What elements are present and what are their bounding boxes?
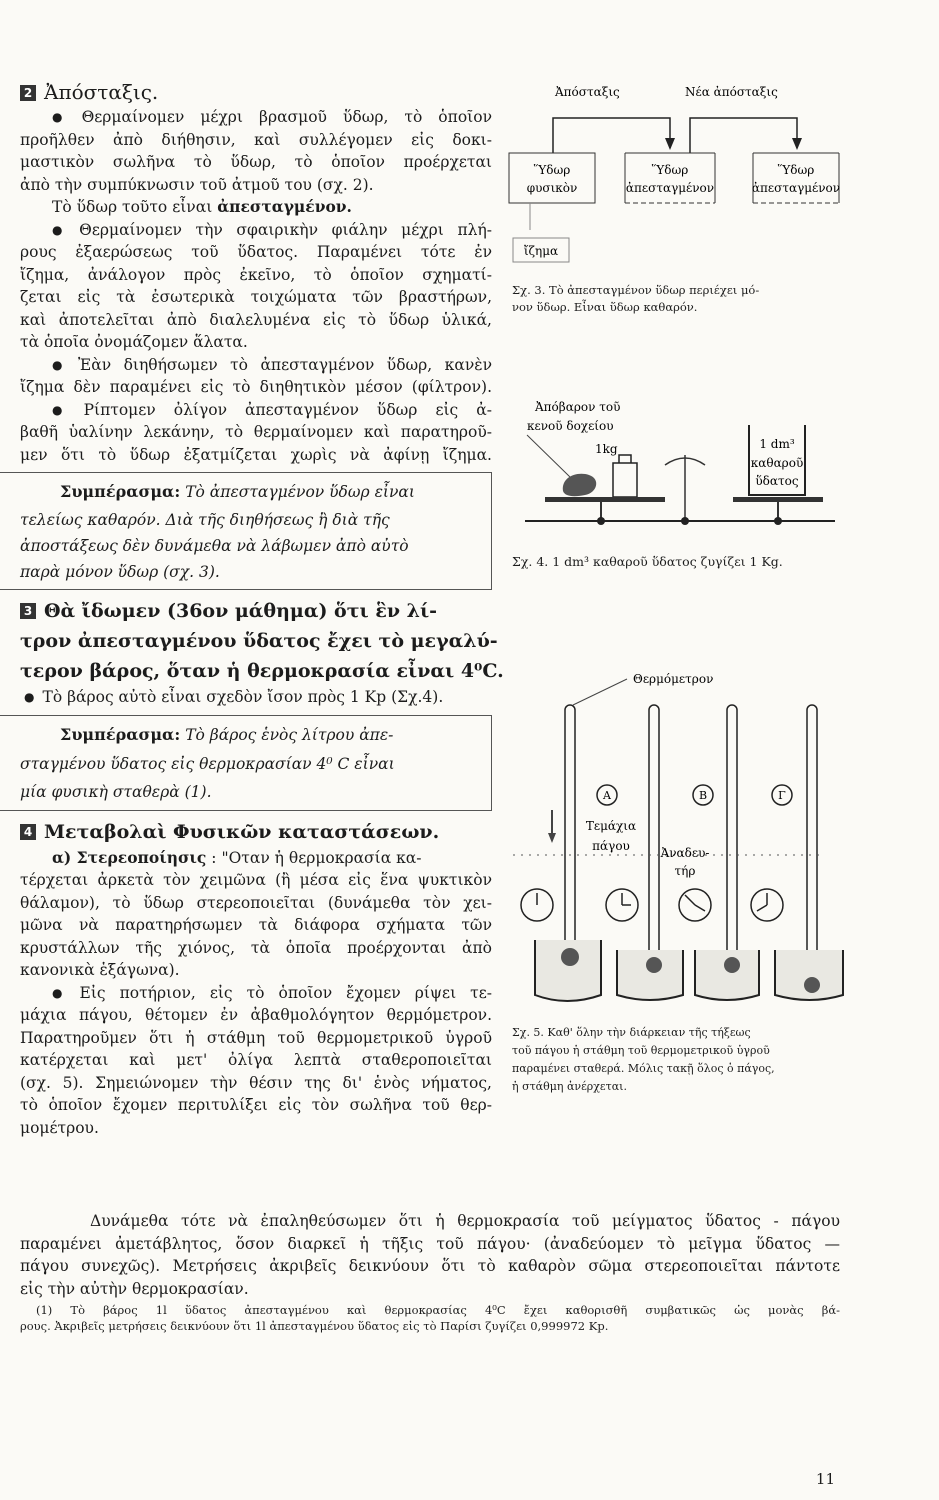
paragraph-line: ● Τὸ βάρος αὐτὸ εἶναι σχεδὸν ἴσον πρὸς 1 Kp (Σχ.4). (20, 686, 492, 709)
weight-handle (619, 455, 631, 463)
paragraph-line: ζεται εἰς τὰ ἐσωτερικὰ τοιχώματα τῶν βραστήρων, (20, 288, 492, 306)
paragraph-line: κρυστάλλων τῆς χιόνος, τὰ ὁποῖα προέρχονται ἀπὸ (20, 938, 492, 957)
residue-label: ἴζημα (523, 244, 559, 258)
conclusion-line: τελείως καθαρόν. Διὰ τῆς διηθήσεως ἢ διὰ τῆς (20, 511, 390, 529)
glass-b (617, 950, 683, 1000)
conclusion-box-2 (0, 715, 492, 811)
footnote (20, 1302, 840, 1334)
left-column (20, 78, 504, 1139)
paragraph-line: Δυνάμεθα τότε νὰ ἐπαληθεύσωμεν ὅτι ἡ θερμοκρασία τοῦ μείγματος ὕδατος - πάγου (90, 1212, 840, 1230)
paragraph-line: ● Ρίπτομεν ὀλίγον ἀπεσταγμένον ὕδωρ εἰς ἀ- (20, 399, 492, 422)
paragraph-line: καὶ ἀποτελεῖται ἀπὸ διαλελυμένα εἰς τὸ ὕδωρ ὑλικά, (20, 310, 492, 329)
figure-3-caption (512, 282, 759, 316)
volume-label: ὕδατος (755, 474, 799, 488)
section-number: 2 (20, 85, 36, 101)
caption-line: νον ὕδωρ. Εἶναι ὕδωρ καθαρόν. (512, 300, 698, 314)
conclusion-line: ἀποστάξεως δὲν δυνάμεθα νὰ λάβωμεν ἀπὸ αὐτὸ (20, 537, 409, 555)
arrow-head (792, 138, 802, 150)
clock-hand (685, 895, 705, 911)
section-title: Ἀπόσταξις. (44, 80, 159, 104)
conclusion-line (20, 720, 491, 750)
thermometer-d (807, 705, 817, 985)
glass-c (695, 950, 759, 1000)
thermometer-a (565, 705, 575, 955)
ice-label: Τεμάχια (585, 819, 637, 833)
footnote-line: ρους. Ἀκριβεῖς μετρήσεις δεικνύουν ὅτι 1l ἀπεσταγμένου ὕδατος εἰς τὸ Παρίσι ζυγίζει 0,999972 Kp. (20, 1319, 609, 1333)
paragraph-line (20, 196, 492, 219)
text-span: : "Οταν ἡ θερμοκρασία κα- (211, 848, 422, 867)
text-span: Τὸ ὕδωρ τοῦτο εἶναι (52, 198, 213, 216)
stirrer-label: τήρ (674, 864, 696, 878)
paragraph-line: ἴζημα δὲν παραμένει εἰς τὸ διηθητικὸν μέσον (φίλτρον). (20, 378, 492, 396)
label-b: B (698, 789, 708, 802)
box-label: Ὕδωρ (777, 163, 815, 177)
stone-icon (563, 474, 596, 496)
paragraph-line: μῶνα νὰ παρατηρήσωμεν τὰ διάφορα σχήματα τῶν (20, 916, 492, 934)
section-2-heading (20, 78, 492, 106)
weight-block (613, 463, 637, 497)
figure-5-thermometers (505, 665, 845, 1015)
section-3-heading (20, 596, 492, 626)
paragraph-line: (σχ. 5). Σημειώνομεν τὴν θέσιν της δι' ἑνὸς νήματος, (20, 1073, 492, 1092)
pivot (597, 517, 605, 525)
paragraph-line (20, 847, 492, 870)
conclusion-line (20, 477, 491, 507)
label-a: A (603, 789, 611, 802)
paragraph-line: κατέρχεται καὶ μετ' ὀλίγα λεπτὰ σταθεροποιεῖται (20, 1051, 492, 1069)
pointer-line (527, 435, 570, 477)
section-title: Μεταβολαὶ Φυσικῶν καταστάσεων. (44, 820, 440, 843)
pivot (681, 517, 689, 525)
thermometer-bulb (646, 957, 662, 973)
caption-line: ἡ στάθμη ἀνέρχεται. (512, 1080, 627, 1093)
caption-line: παραμένει σταθερά. Μόλις τακῇ ὅλος ὁ πάγος, (512, 1062, 775, 1075)
figure-4-caption: Σχ. 4. 1 dm³ καθαροῦ ὕδατος ζυγίζει 1 Kg. (512, 554, 783, 569)
conclusion-line: σταγμένου ὕδατος εἰς θερμοκρασίαν 4⁰ C εἶναι (20, 754, 395, 773)
conclusion-text: Τὸ ἀπεσταγμένον ὕδωρ εἶναι (185, 483, 415, 501)
paragraph-line: παραμένει ἀμετάβλητος, ὅσον διαρκεῖ ἡ τῆξις τοῦ πάγου· (ἀναδεύομεν τὸ μεῖγμα ὕδατος — (20, 1234, 840, 1253)
pivot (774, 517, 782, 525)
page-number: 11 (815, 1470, 835, 1488)
distillation-label: Ἀπόσταξις (555, 85, 620, 99)
box-label: Ὕδωρ (651, 163, 689, 177)
heading-line: τρον ἀπεσταγμένου ὕδατος ἔχει τὸ μεγαλύ- (20, 630, 498, 652)
paragraph-line: εἰς τὴν αὐτὴν θερμοκρασίαν. (20, 1279, 249, 1298)
paragraph-line: μεν ὅτι τὸ ὕδωρ ἐξατμίζεται χωρὶς νὰ ἀφίνῃ ἴζημα. (20, 445, 492, 464)
left-pan (545, 497, 665, 502)
heading-line: Θὰ ἴδωμεν (36ον μάθημα) ὅτι ἓν λί- (44, 600, 438, 622)
paragraph-line: ἀπὸ τὴν συμπύκνωσιν τοῦ ἀτμοῦ του (σχ. 2). (20, 175, 374, 194)
box-label: φυσικὸν (526, 181, 578, 195)
thermometer-bulb (724, 957, 740, 973)
paragraph-line: κανονικὰ ἑξάγωνα). (20, 961, 180, 979)
flow-arrow (690, 118, 797, 153)
section-number: 4 (20, 824, 36, 840)
stirrer-label: Ἀναδευ- (660, 846, 710, 860)
paragraph-line: ρους ἐξαερώσεως τοῦ ὕδατος. Παραμένει τότε ἐν (20, 243, 492, 261)
conclusion-box-1 (0, 472, 492, 590)
paragraph-line: προῆλθεν ἀπὸ διήθησιν, καὶ συλλέγομεν εἰς δοκι- (20, 130, 492, 149)
thermometer-b (649, 705, 659, 955)
label-c: Γ (778, 789, 786, 802)
emphasis-text: ἀπεσταγμένον. (217, 197, 352, 216)
section-number: 3 (20, 603, 36, 619)
paragraph-line: Παρατηροῦμεν ὅτι ἡ στάθμη τοῦ θερμομετρικοῦ ὑγροῦ (20, 1028, 492, 1047)
thermometer-c (727, 705, 737, 955)
figure-3-diagram (505, 80, 845, 280)
conclusion-line: μία φυσικὴ σταθερὰ (1). (20, 782, 212, 801)
paragraph-line: ● Θερμαίνομεν μέχρι βρασμοῦ ὕδωρ, τὸ ὁποῖον (20, 106, 492, 129)
thermometer-label: Θερμόμετρον (633, 672, 714, 686)
heading-line: τερον βάρος, ὅταν ἡ θερμοκρασία εἶναι 4⁰C. (20, 660, 504, 682)
paragraph-line: μαστικὸν σωλῆνα τὸ ὕδωρ, τὸ ὁποῖον προέρχεται (20, 153, 492, 171)
volume-label: 1 dm³ (759, 437, 795, 451)
volume-label: καθαροῦ (750, 456, 804, 470)
tare-label: κενοῦ δοχείου (527, 419, 614, 433)
arrow-head (665, 138, 675, 150)
figure-4-balance (505, 395, 845, 545)
paragraph-line: ● Ἐὰν διηθήσωμεν τὸ ἀπεσταγμένον ὕδωρ, κανὲν (20, 354, 492, 377)
new-distillation-label: Νέα ἀπόσταξις (685, 85, 778, 99)
tare-label: Ἀπόβαρον τοῦ (535, 400, 621, 414)
ice-label: πάγου (592, 839, 630, 853)
caption-line: Σχ. 3. Τὸ ἀπεσταγμένον ὕδωρ περιέχει μό- (512, 283, 760, 297)
paragraph-line: ● Εἰς ποτήριον, εἰς τὸ ὁποῖον ἔχομεν ρίψει τε- (20, 982, 492, 1005)
distilled-water-box (625, 153, 715, 203)
caption-line: Σχ. 5. Καθ' ὅλην τὴν διάρκειαν τῆς τήξεως (512, 1026, 751, 1039)
conclusion-label: Συμπέρασμα: (60, 724, 181, 744)
conclusion-label: Συμπέρασμα: (60, 482, 181, 501)
glass-d (775, 950, 843, 1000)
footnote-line: (1) Τὸ βάρος 1l ὕδατος ἀπεσταγμένου καὶ θερμοκρασίας 4⁰C ἔχει καθορισθῆ συμβατικῶς ὡς μονὰς βά- (36, 1303, 840, 1317)
paragraph-line: τέρχεται ἀρκετὰ τὸν χειμῶνα (ἢ μέσα εἰς ἕνα ψυκτικὸν (20, 871, 492, 889)
weight-label: 1kg (595, 442, 618, 456)
right-pan (733, 497, 823, 502)
clock-hand (622, 893, 631, 905)
paragraph-line: θάλαμον), τὸ ὕδωρ στερεοποιεῖται (δυνάμεθα τὸν χει- (20, 893, 492, 912)
paragraph-line: μάχια πάγου, θέτομεν ἐν ἀβαθμολόγητον θερμόμετρον. (20, 1006, 492, 1024)
paragraph-line: βαθῆ ὑαλίνην λεκάνην, τὸ θερμαίνομεν καὶ παρατηροῦ- (20, 423, 492, 441)
flow-arrow (553, 118, 670, 153)
box-label: ἀπεσταγμένον (751, 181, 841, 195)
paragraph-line: ● Θερμαίνομεν τὴν σφαιρικὴν φιάλην μέχρι πλή- (20, 219, 492, 242)
thermometer-bulb (561, 948, 579, 966)
natural-water-box (509, 153, 595, 203)
thermometer-bulb (804, 977, 820, 993)
distilled-water-box-2 (753, 153, 839, 203)
full-width-paragraph (20, 1210, 840, 1300)
figure-5-caption (512, 1024, 775, 1096)
paragraph-line: πάγου συνεχῶς). Μετρήσεις ἀκριβεῖς δεικνύουν ὅτι τὸ καθαρὸν σῶμα στερεοποιεῖται πάντοτε (20, 1257, 840, 1275)
box-label: Ὕδωρ (533, 163, 571, 177)
arrow-head (548, 833, 556, 843)
paragraph-line: τὰ ὁποῖα ὀνομάζομεν ἅλατα. (20, 333, 248, 351)
subheading: α) Στερεοποίησις (52, 847, 207, 867)
paragraph-line: ἴζημα, ἀνάλογον πρὸς ἐκεῖνο, τὸ ὁποῖον σχηματί- (20, 265, 492, 284)
section-4-heading (20, 817, 492, 847)
caption-line: τοῦ πάγου ἡ στάθμη τοῦ θερμομετρικοῦ ὑγροῦ (512, 1044, 770, 1057)
conclusion-text: Τὸ βάρος ἑνὸς λίτρου ἀπε- (185, 725, 394, 744)
paragraph-line: μομέτρου. (20, 1118, 99, 1137)
pointer-line (573, 679, 627, 705)
box-label: ἀπεσταγμένον (625, 181, 715, 195)
paragraph-line: τὸ ὁποῖον ἔχομεν περιτυλίξει εἰς τὸν σωλῆνα τοῦ θερ- (20, 1096, 492, 1114)
clock-hand (757, 893, 767, 911)
conclusion-line: παρὰ μόνον ὕδωρ (σχ. 3). (20, 563, 220, 581)
